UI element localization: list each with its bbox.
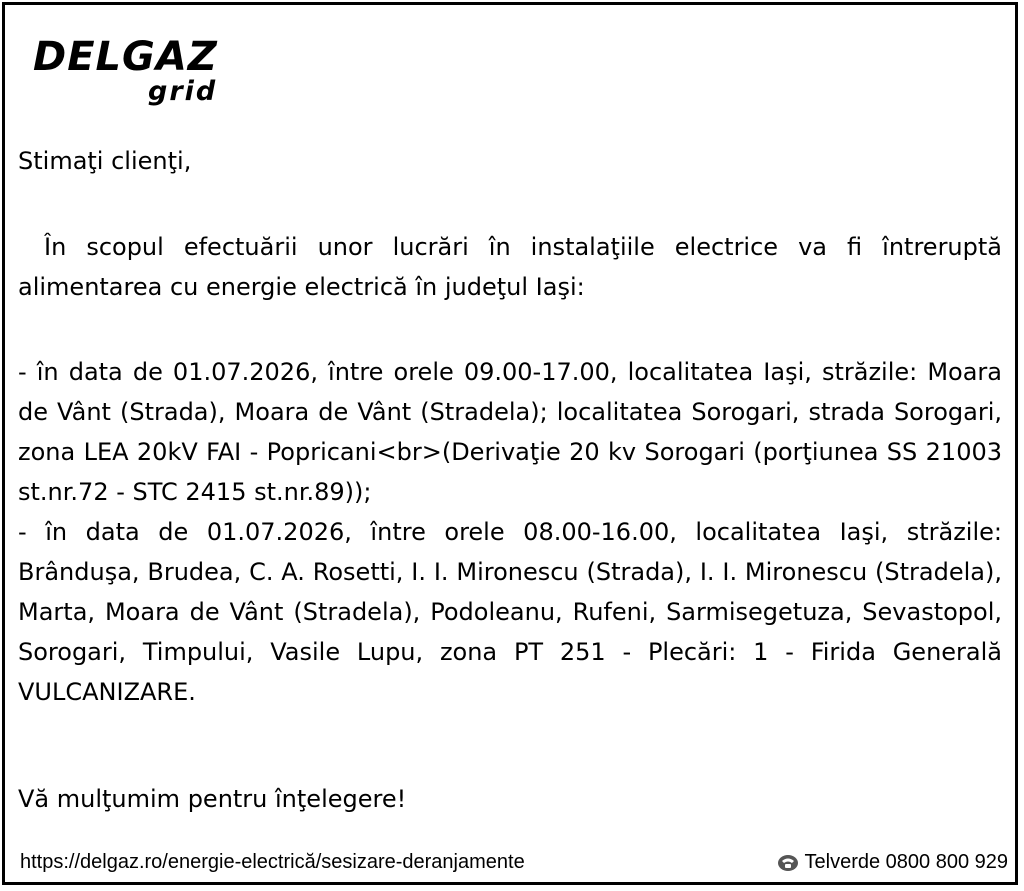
outage-list	[18, 352, 1002, 712]
outage-item: - în data de 01.07.2026, între orele 09.00-17.00, localitatea Iaşi, străzile: Moara de Vânt (Strada), Moara de Vânt (Stradela); localitatea Sorogari, strada Sorogari, zona LEA 20kV FAI - Popricani<br>(Derivaţie 20 kv Sorogari (porţiunea SS 21003 st.nr.72 - STC 2415 st.nr.89));	[18, 358, 1002, 506]
telephone-icon	[777, 853, 799, 871]
footer-phone	[777, 849, 1009, 875]
logo-main-text: DELGAZ	[33, 34, 218, 80]
intro-paragraph: În scopul efectuării unor lucrări în instalaţiile electrice va fi întreruptă alimentarea cu energie electrică în judeţul Iaşi:	[18, 233, 1002, 301]
delgaz-grid-logo	[33, 35, 233, 110]
outage-item: - în data de 01.07.2026, între orele 08.00-16.00, localitatea Iaşi, străzile: Brânduşa, Brudea, C. A. Rosetti, I. I. Mironescu (Strada), I. I. Mironescu (Stradela), Marta, Moara de Vânt (Stradela), Podoleanu, Rufeni, Sarmisegetuza, Sevastopol, Sorogari, Timpului, Vasile Lupu, zona PT 251 - Plecări: 1 - Firida Generală VULCANIZARE.	[18, 518, 1002, 706]
footer-phone-text: Telverde 0800 800 929	[804, 851, 1008, 873]
footer	[20, 849, 1008, 875]
footer-url-link[interactable]: https://delgaz.ro/energie-electrică/sesizare-deranjamente	[20, 851, 525, 873]
logo-sub-text: grid	[148, 76, 218, 107]
closing-line: Vă mulţumim pentru înţelegere!	[18, 785, 407, 813]
greeting: Stimaţi clienţi,	[18, 147, 192, 175]
